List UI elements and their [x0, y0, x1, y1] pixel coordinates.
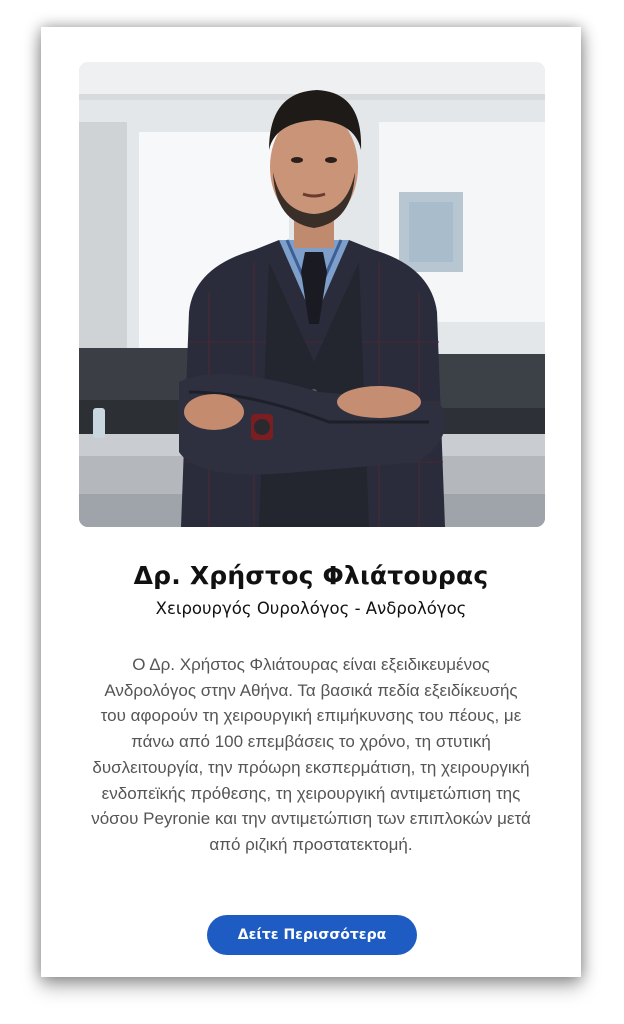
doctor-title: Χειρουργός Ουρολόγος - Ανδρολόγος [155, 599, 467, 618]
doctor-photo [79, 62, 545, 527]
doctor-card [41, 27, 581, 977]
doctor-bio: Ο Δρ. Χρήστος Φλιάτουρας είναι εξειδικευμένος Ανδρολόγος στην Αθήνα. Τα βασικά πεδία εξειδίκευσής του αφορούν τη χειρουργική επιμήκυνσης του πέους, με πάνω από 100 επεμβάσεις το χρόνο, τη στυτική δυσλειτουργία, την πρόωρη εκσπερμάτιση, τη χειρουργική ενδοπεϊκής πρόθεσης, τη χειρουργική αντιμετώπιση της νόσου Peyronie και την αντιμετώπιση των επιπλοκών μετά από ριζική προστατεκτομή. [91, 655, 531, 854]
doctor-name: Δρ. Χρήστος Φλιάτουρας [133, 561, 489, 590]
see-more-button[interactable]: Δείτε Περισσότερα [207, 915, 417, 955]
